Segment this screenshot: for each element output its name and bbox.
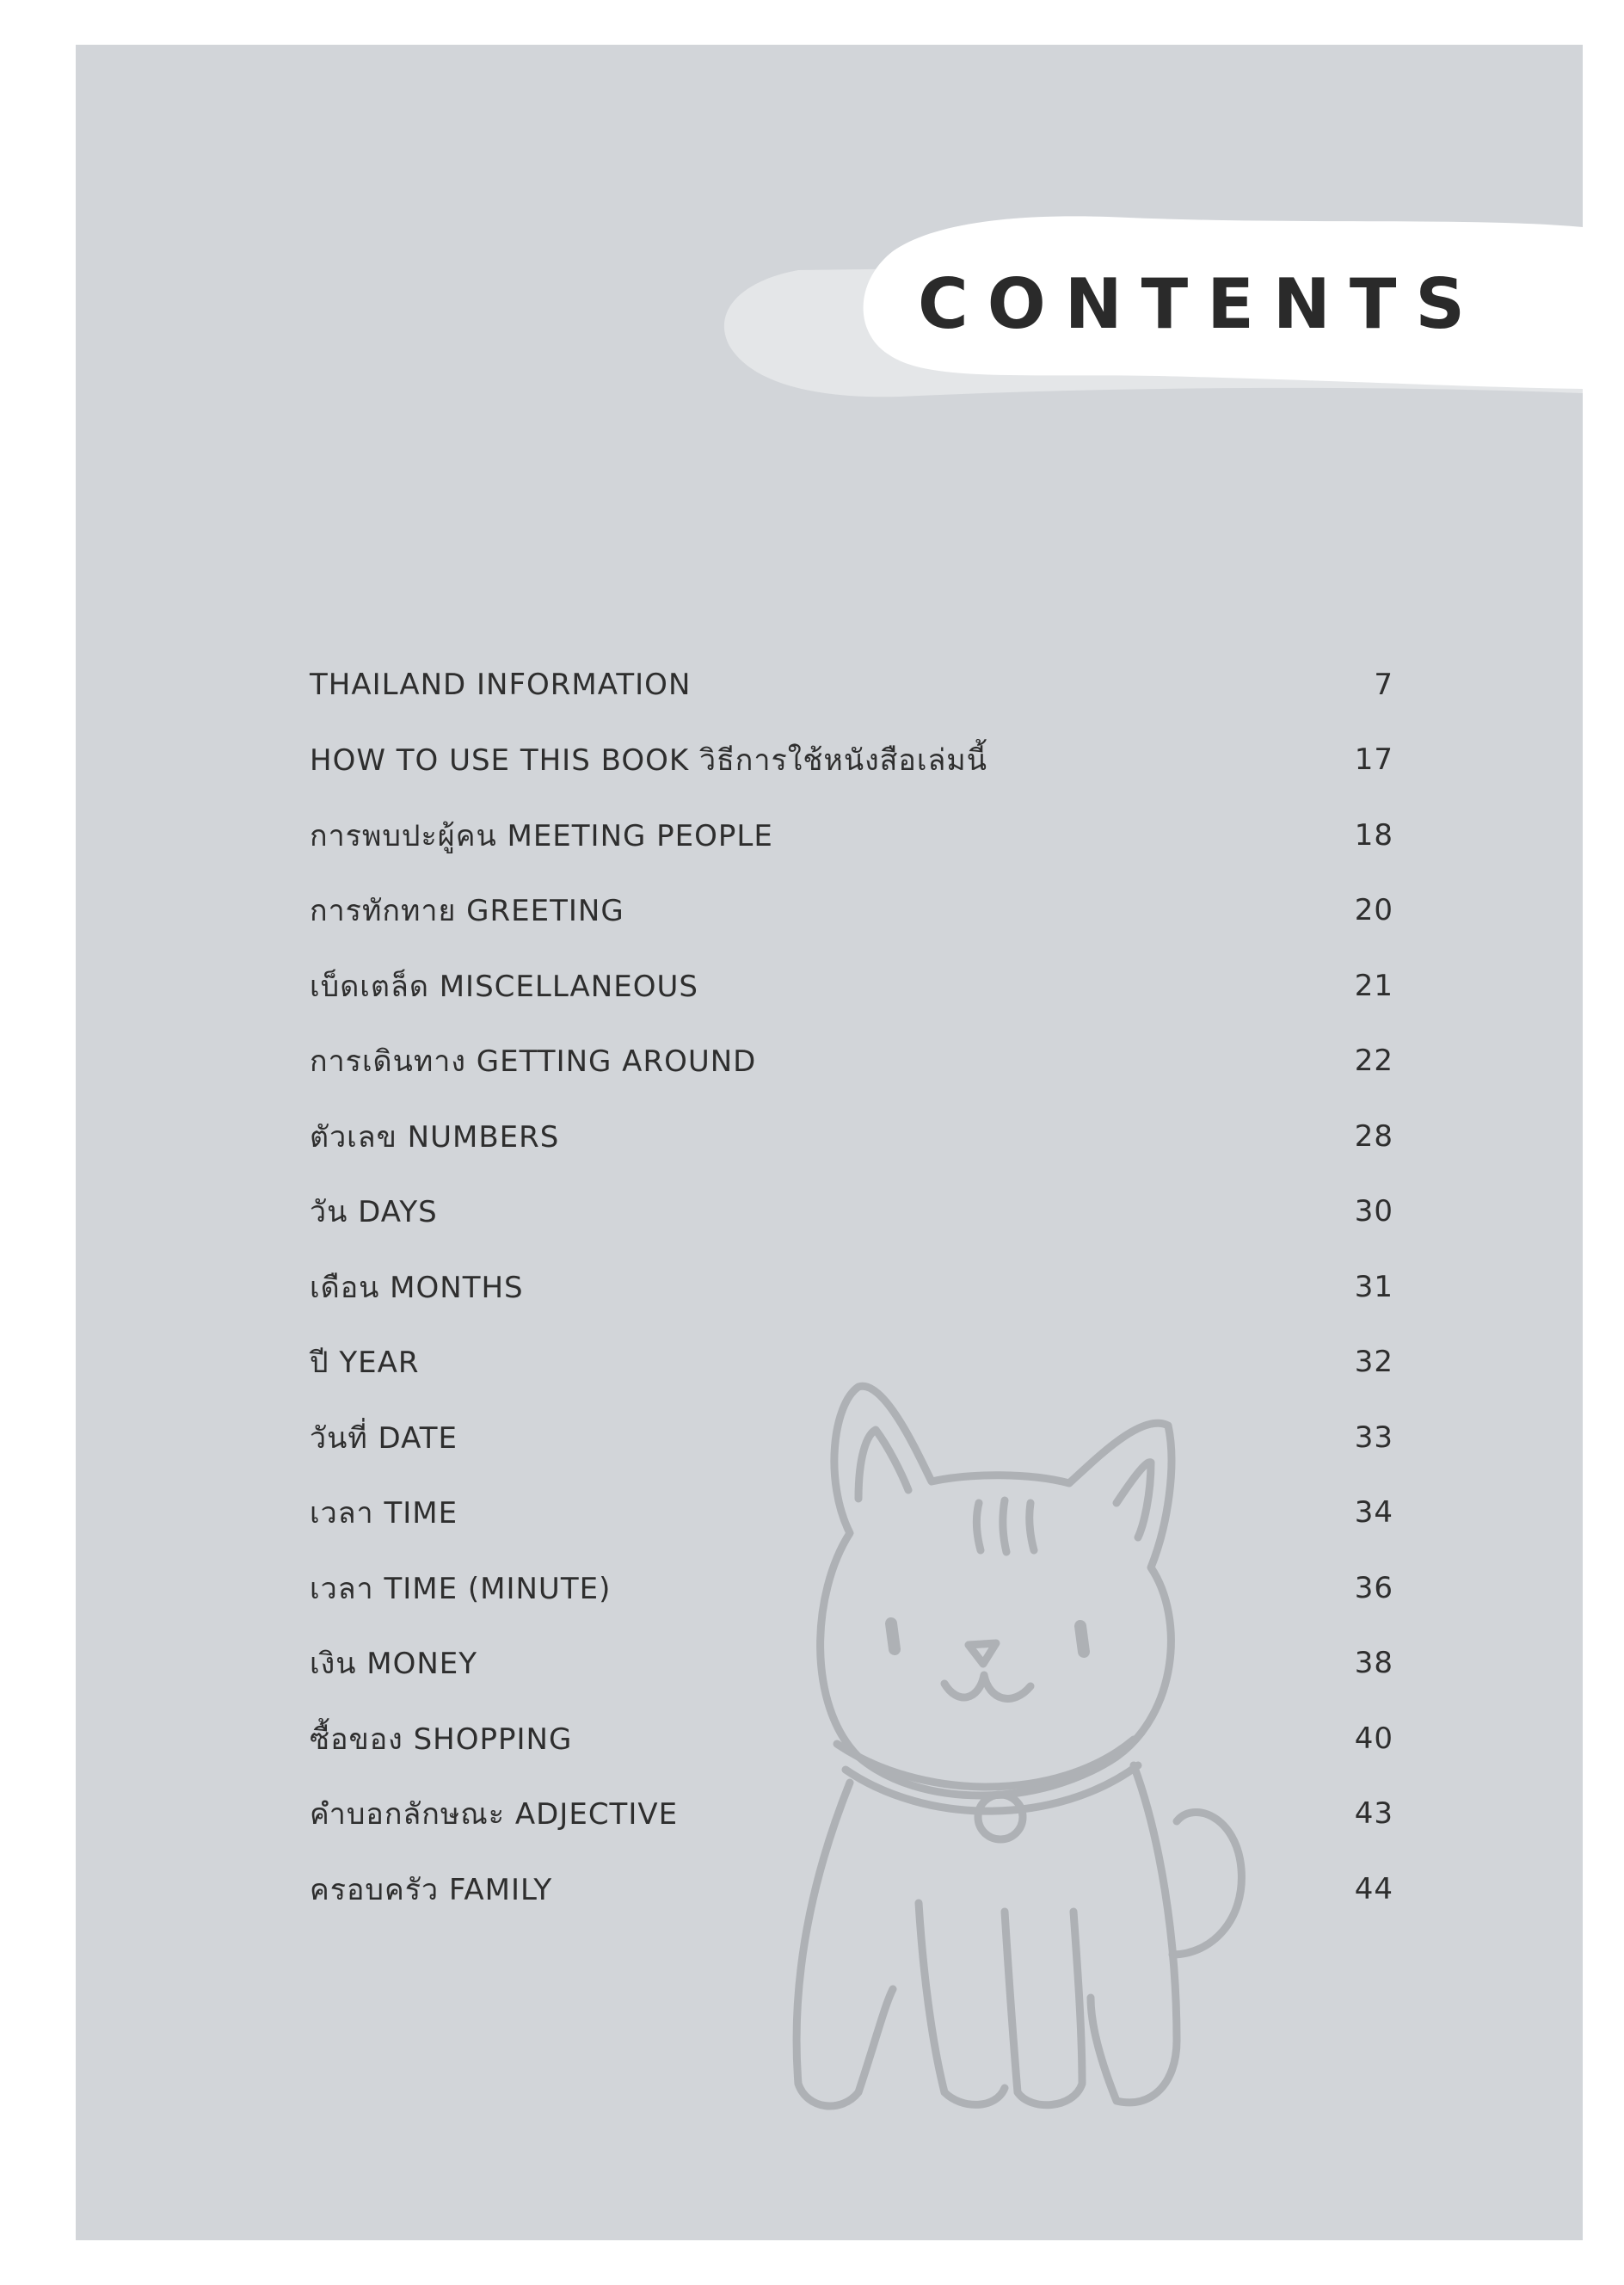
table-of-contents bbox=[310, 647, 1393, 1927]
toc-page-number: 33 bbox=[1354, 1420, 1393, 1455]
toc-entry-title: การทักทาย GREETING bbox=[310, 894, 624, 929]
toc-entry-title: ตัวเลข NUMBERS bbox=[310, 1119, 560, 1155]
toc-page-number: 20 bbox=[1354, 893, 1393, 928]
toc-row bbox=[310, 1475, 1393, 1551]
toc-row bbox=[310, 948, 1393, 1024]
toc-row bbox=[310, 723, 1393, 798]
toc-page-number: 30 bbox=[1354, 1194, 1393, 1229]
toc-row bbox=[310, 1701, 1393, 1777]
toc-row bbox=[310, 1024, 1393, 1099]
toc-page-number: 34 bbox=[1354, 1495, 1393, 1531]
toc-page-number: 17 bbox=[1354, 742, 1393, 778]
toc-entry-title: เวลา TIME bbox=[310, 1496, 458, 1531]
toc-page-number: 7 bbox=[1374, 667, 1393, 702]
toc-page-number: 22 bbox=[1354, 1044, 1393, 1079]
toc-row bbox=[310, 1851, 1393, 1927]
toc-entry-title: ซื้อของ SHOPPING bbox=[310, 1721, 573, 1757]
toc-page-number: 36 bbox=[1354, 1570, 1393, 1605]
toc-row bbox=[310, 873, 1393, 949]
toc-entry-title: เวลา TIME (MINUTE) bbox=[310, 1571, 612, 1606]
toc-row bbox=[310, 1099, 1393, 1174]
toc-page-number: 32 bbox=[1354, 1345, 1393, 1380]
toc-row bbox=[310, 647, 1393, 723]
toc-row bbox=[310, 1550, 1393, 1626]
toc-entry-title: HOW TO USE THIS BOOK วิธีการใช้หนังสือเล่มนี้ bbox=[310, 743, 987, 779]
toc-row bbox=[310, 1174, 1393, 1250]
toc-page-number: 31 bbox=[1354, 1269, 1393, 1304]
toc-page-number: 43 bbox=[1354, 1796, 1393, 1832]
toc-entry-title: เบ็ดเตล็ด MISCELLANEOUS bbox=[310, 969, 698, 1004]
toc-row bbox=[310, 798, 1393, 873]
toc-page-number: 21 bbox=[1354, 968, 1393, 1003]
toc-entry-title: เดือน MONTHS bbox=[310, 1270, 524, 1305]
toc-row bbox=[310, 1325, 1393, 1401]
toc-page-number: 28 bbox=[1354, 1118, 1393, 1154]
cat-leg bbox=[919, 1903, 1005, 2104]
toc-page-number: 38 bbox=[1354, 1646, 1393, 1681]
toc-entry-title: วันที่ DATE bbox=[310, 1420, 458, 1456]
toc-row bbox=[310, 1249, 1393, 1325]
book-page bbox=[76, 45, 1583, 2240]
cat-leg bbox=[1005, 1912, 1082, 2105]
toc-entry-title: วัน DAYS bbox=[310, 1195, 438, 1230]
toc-entry-title: ครอบครัว FAMILY bbox=[310, 1872, 553, 1907]
toc-page-number: 40 bbox=[1354, 1721, 1393, 1756]
toc-entry-title: THAILAND INFORMATION bbox=[310, 667, 692, 702]
toc-row bbox=[310, 1400, 1393, 1475]
toc-page-number: 18 bbox=[1354, 817, 1393, 853]
toc-entry-title: คำบอกลักษณะ ADJECTIVE bbox=[310, 1797, 679, 1832]
page-title: CONTENTS bbox=[917, 264, 1485, 344]
toc-row bbox=[310, 1626, 1393, 1702]
toc-entry-title: การพบปะผู้คน MEETING PEOPLE bbox=[310, 818, 773, 853]
toc-page-number: 44 bbox=[1354, 1871, 1393, 1906]
toc-entry-title: การเดินทาง GETTING AROUND bbox=[310, 1044, 757, 1080]
toc-row bbox=[310, 1777, 1393, 1852]
toc-entry-title: เงิน MONEY bbox=[310, 1647, 478, 1682]
toc-entry-title: ปี YEAR bbox=[310, 1346, 420, 1381]
